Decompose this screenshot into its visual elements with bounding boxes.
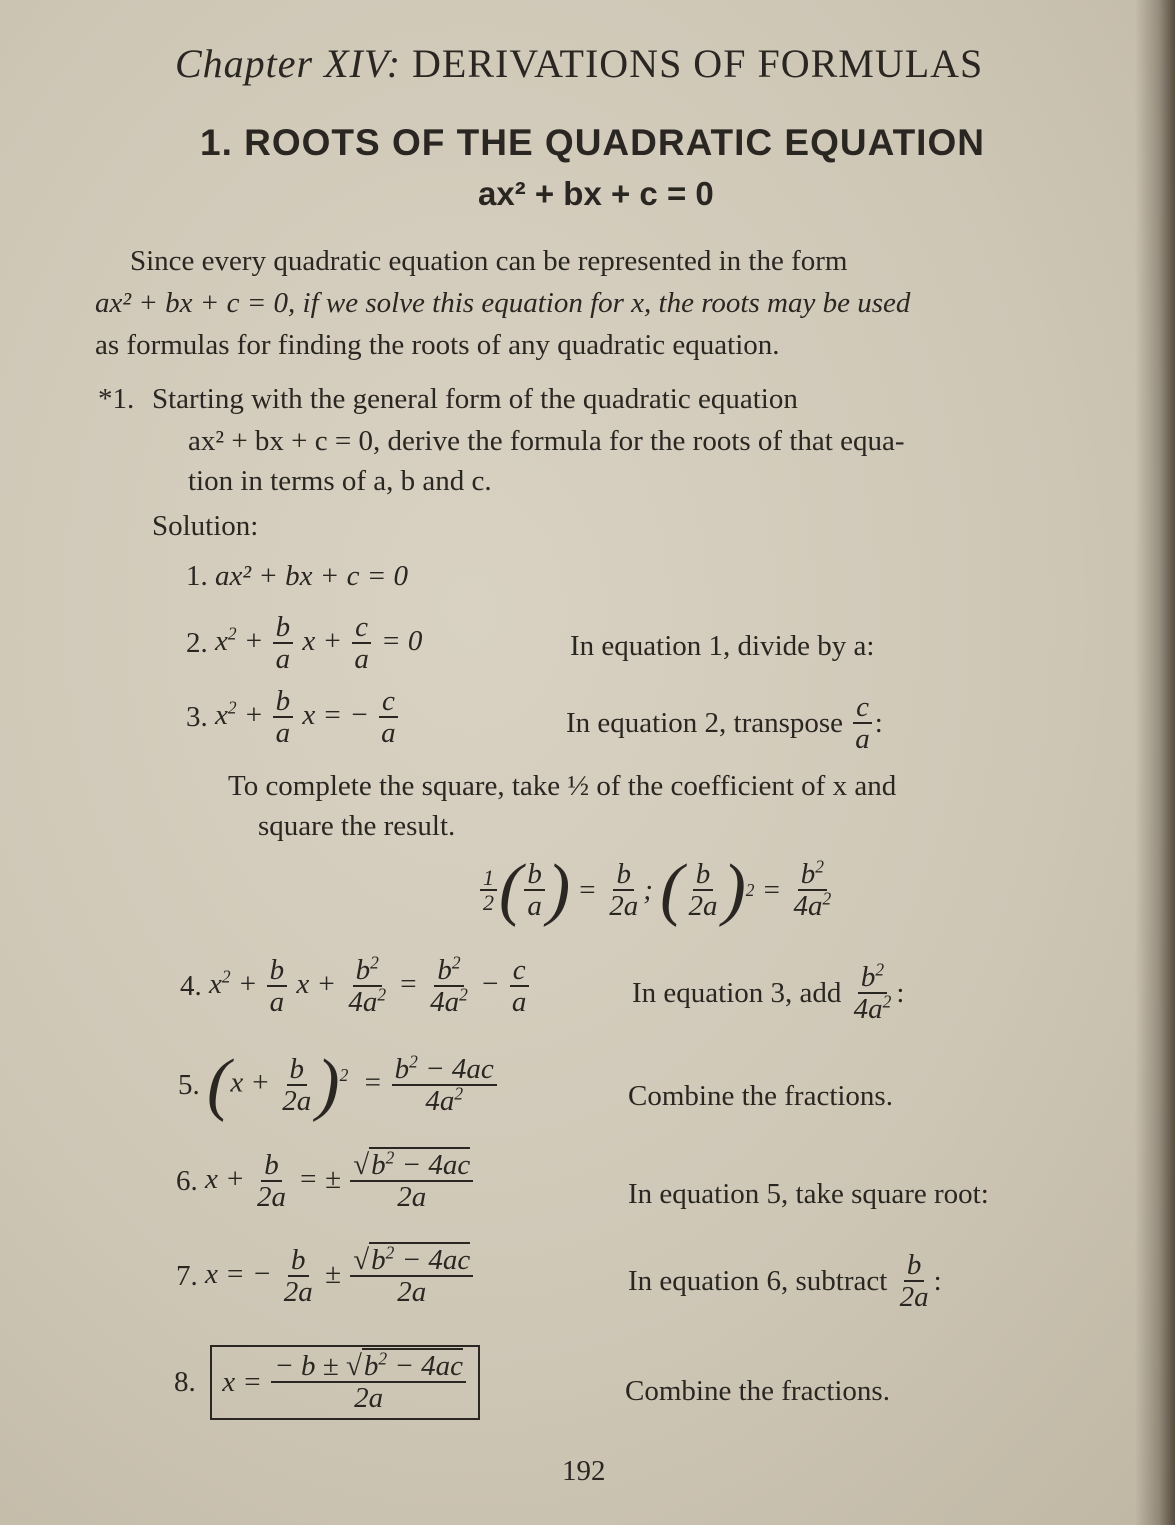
step-7-reason-line: In equation 6, subtract $\frac{b}{2a}$ : <box>628 1249 942 1314</box>
step-5 <box>178 1046 499 1123</box>
problem-line-2: ax² + bx + c = 0, derive the formula for the roots of that equa- <box>188 425 905 457</box>
step-5-number: 5. <box>178 1068 200 1101</box>
step-2-reason: In equation 1, divide by a: <box>570 630 875 662</box>
step-5-reason: Combine the fractions. <box>628 1080 893 1112</box>
complete-square-line-2: square the result. <box>258 810 456 842</box>
problem-line-1: Starting with the general form of the quadratic equation <box>152 383 798 415</box>
step-4-number: 4. <box>180 969 202 1002</box>
step-2 <box>186 612 422 675</box>
page-number: 192 <box>562 1455 606 1487</box>
step-3-number: 3. <box>186 700 208 733</box>
complete-square-line-1: To complete the square, take ½ of the coefficient of x and <box>228 770 897 802</box>
step-7-reason: In equation 6, subtract <box>628 1264 888 1297</box>
step-8-reason: Combine the fractions. <box>625 1375 890 1407</box>
chapter-label: Chapter XIV: <box>175 41 402 86</box>
step-4-reason: In equation 3, add <box>632 976 842 1009</box>
intro-line-3: as formulas for finding the roots of any quadratic equation. <box>95 329 780 361</box>
half-coefficient-computation: $\frac{1}{2}$ ( $\frac{b}{a}$ ) = $\frac{b}{2a}$ ; ( $\frac{b}{2a}$ ) 2 = $\frac{b^2}{4a^2}$ <box>478 855 836 925</box>
problem-number: *1. <box>98 383 135 415</box>
solution-label: Solution: <box>152 510 259 542</box>
step-3-expression: $x^2$ + $\frac{b}{a}$ x = − $\frac{c}{a}$ <box>215 686 401 749</box>
step-7-expression: x = − $\frac{b}{2a}$ ± $\frac{√b^2 - 4ac}{2a}$ <box>205 1245 475 1308</box>
step-1-expression: ax² + bx + c = 0 <box>215 560 409 592</box>
section-title: 1. ROOTS OF THE QUADRATIC EQUATION <box>200 122 985 163</box>
intro-line-1: Since every quadratic equation can be represented in the form <box>130 245 848 277</box>
section-equation: ax² + bx + c = 0 <box>478 175 714 212</box>
step-6-expression: x + $\frac{b}{2a}$ = ± $\frac{√b^2 - 4ac}{2a}$ <box>205 1150 475 1213</box>
quadratic-formula-box: x = $\frac{- b \pm √b^2 - 4ac}{2a}$ <box>210 1345 480 1420</box>
step-4 <box>180 952 531 1019</box>
step-1 <box>186 560 408 593</box>
step-3-reason: In equation 2, transpose <box>566 706 844 739</box>
step-3-reason-fraction: $\frac{c}{a}$ <box>852 692 873 755</box>
step-8 <box>174 1345 480 1420</box>
step-1-number: 1. <box>186 560 208 592</box>
step-8-number: 8. <box>174 1365 196 1398</box>
step-3 <box>186 686 401 749</box>
step-4-reason-line: In equation 3, add $\frac{b^2}{4a^2}$ : <box>632 959 905 1026</box>
page-spine-shadow <box>1135 0 1175 1525</box>
step-2-number: 2. <box>186 626 208 659</box>
step-4-reason-fraction: $\frac{b^2}{4a^2}$ <box>853 959 892 1026</box>
chapter-title: DERIVATIONS OF FORMULAS <box>412 41 984 86</box>
step-7-reason-fraction: $\frac{b}{2a}$ <box>899 1249 929 1314</box>
chapter-heading <box>175 40 983 87</box>
problem-line-3: tion in terms of a, b and c. <box>188 465 492 497</box>
step-7 <box>176 1242 475 1309</box>
step-4-expression: $x^2$ + $\frac{b}{a}$ x + $\frac{b^2}{4a^2}$ = $\frac{b^2}{4a^2}$ − $\frac{c}{a}$ <box>209 955 531 1018</box>
step-6 <box>176 1147 475 1214</box>
step-2-expression: $x^2$ + $\frac{b}{a}$ x + $\frac{c}{a}$ = 0 <box>215 611 423 676</box>
intro-line-2: ax² + bx + c = 0, if we solve this equation for x, the roots may be used <box>95 287 911 319</box>
step-6-reason: In equation 5, take square root: <box>628 1178 989 1210</box>
step-7-number: 7. <box>176 1259 198 1292</box>
step-5-expression: (x + $\frac{b}{2a}$ )$^2$ = $\frac{b^2 - 4ac}{4a^2}$ <box>207 1050 499 1120</box>
step-6-number: 6. <box>176 1164 198 1197</box>
step-3-reason-line: In equation 2, transpose $\frac{c}{a}$ : <box>566 691 883 756</box>
